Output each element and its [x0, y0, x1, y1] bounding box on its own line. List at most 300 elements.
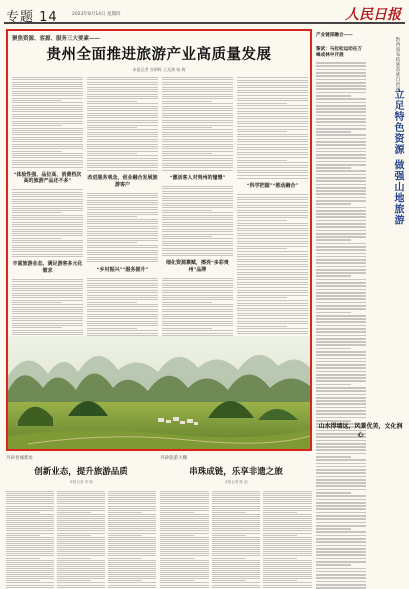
text-line — [87, 223, 158, 224]
text-line — [12, 325, 83, 326]
text-line — [87, 328, 137, 329]
text-line — [12, 82, 83, 83]
text-line — [12, 134, 83, 135]
text-line — [162, 89, 233, 90]
text-line — [12, 233, 83, 234]
lower-article-left[interactable] — [6, 455, 156, 585]
text-line — [316, 164, 366, 166]
text-line — [237, 207, 308, 208]
text-line — [316, 410, 366, 412]
text-line — [162, 125, 233, 126]
text-line — [87, 110, 158, 111]
issue-date: 2023年8月14日 星期四 — [72, 12, 121, 17]
text-line — [162, 243, 233, 244]
text-line — [237, 165, 308, 166]
text-line — [237, 310, 308, 311]
text-line — [162, 77, 233, 78]
text-line — [316, 226, 366, 228]
text-line — [162, 127, 212, 128]
text-line — [162, 186, 233, 187]
text-line — [316, 531, 366, 533]
text-line — [87, 304, 158, 305]
text-line — [162, 170, 233, 171]
body-column-3 — [162, 75, 233, 347]
text-line — [237, 303, 308, 304]
text-line — [237, 272, 308, 273]
text-line — [316, 525, 366, 527]
text-line — [316, 545, 366, 547]
text-line — [316, 72, 366, 74]
text-line — [237, 136, 308, 137]
text-line — [316, 440, 366, 442]
text-line — [87, 82, 158, 83]
text-line — [316, 371, 366, 373]
text-line — [87, 323, 158, 324]
text-line — [12, 146, 83, 147]
text-line — [316, 571, 366, 573]
text-line — [316, 279, 366, 281]
text-line — [12, 254, 83, 255]
text-line — [162, 158, 233, 159]
text-line — [87, 297, 158, 298]
text-line — [316, 502, 366, 504]
text-line — [162, 79, 233, 80]
text-line — [316, 328, 366, 330]
feature-subhead: “体验性强、品位高、消费档次高的旅游产品还不多” — [13, 171, 82, 185]
text-line — [316, 522, 366, 524]
text-line — [162, 196, 233, 197]
text-line — [12, 203, 83, 204]
text-line — [12, 300, 83, 301]
text-line — [237, 235, 308, 236]
text-line — [162, 191, 233, 192]
text-line — [316, 390, 366, 392]
text-line — [162, 278, 233, 279]
text-line — [316, 144, 366, 146]
text-line — [87, 134, 158, 135]
text-line — [12, 208, 83, 209]
text-line — [162, 245, 233, 246]
text-line — [316, 295, 366, 297]
text-line — [87, 216, 137, 217]
text-line — [237, 264, 308, 265]
text-line — [316, 141, 366, 143]
text-line — [237, 103, 287, 104]
text-line — [316, 65, 366, 67]
text-line — [12, 123, 83, 124]
text-line — [87, 193, 158, 194]
sidebar-article[interactable] — [316, 29, 405, 585]
text-line — [316, 518, 366, 520]
body-column-2 — [87, 75, 158, 347]
text-line — [12, 332, 83, 333]
text-line — [87, 233, 158, 234]
text-line — [316, 561, 366, 563]
text-line — [12, 139, 83, 140]
text-line — [237, 108, 308, 109]
text-line — [12, 189, 83, 190]
text-line — [162, 110, 233, 111]
text-line — [237, 241, 308, 242]
text-line — [162, 120, 233, 121]
text-line — [316, 463, 366, 465]
text-line — [316, 577, 366, 579]
text-line — [316, 568, 366, 570]
text-line — [87, 299, 158, 300]
text-line — [237, 313, 308, 314]
feature-article[interactable] — [6, 29, 312, 451]
text-line — [237, 287, 308, 288]
text-line — [12, 215, 83, 216]
text-line — [316, 512, 366, 514]
text-line — [316, 256, 366, 258]
text-line — [162, 231, 233, 232]
body-column-1 — [12, 75, 83, 347]
text-line — [87, 247, 158, 248]
text-line — [162, 153, 212, 154]
text-line — [12, 240, 83, 241]
text-line — [316, 400, 366, 402]
text-line — [87, 238, 158, 239]
text-line — [237, 160, 287, 161]
text-line — [237, 210, 308, 211]
text-line — [12, 137, 83, 138]
text-line — [162, 98, 233, 99]
text-line — [87, 318, 158, 319]
text-line — [316, 118, 366, 120]
text-line — [12, 201, 83, 202]
sidebar-subhead: 产业链深融合—— — [316, 33, 353, 38]
text-line — [12, 313, 83, 314]
text-line — [237, 80, 308, 81]
text-line — [237, 274, 308, 275]
text-line — [162, 321, 233, 322]
text-line — [237, 82, 308, 83]
text-line — [237, 172, 308, 173]
text-line — [316, 374, 366, 376]
text-line — [12, 111, 83, 112]
text-line — [316, 394, 366, 396]
text-line — [316, 102, 366, 104]
text-line — [237, 328, 308, 329]
text-line — [162, 229, 233, 230]
text-line — [12, 224, 83, 225]
text-line — [12, 316, 83, 317]
text-line — [12, 242, 83, 243]
text-line — [237, 194, 308, 195]
text-line — [162, 113, 233, 114]
text-line — [162, 148, 233, 149]
text-line — [316, 535, 366, 537]
text-line — [162, 253, 233, 254]
text-line — [87, 117, 158, 118]
text-line — [316, 236, 366, 238]
text-line — [87, 160, 158, 161]
feature-subhead: “激活客人对贵州的憧憬” — [169, 175, 226, 181]
text-line — [162, 84, 233, 85]
text-line — [316, 377, 366, 379]
text-line — [316, 230, 366, 232]
text-line — [12, 327, 62, 328]
text-line — [12, 95, 83, 96]
landscape-photo — [8, 336, 310, 449]
newspaper-logo: 人民日报 — [345, 7, 401, 23]
text-line — [316, 305, 366, 307]
text-line — [316, 190, 366, 192]
text-line — [162, 234, 233, 235]
lower-left-body — [6, 489, 156, 589]
text-line — [87, 250, 158, 251]
text-line — [12, 91, 83, 92]
text-line — [316, 203, 351, 205]
text-line — [87, 163, 158, 164]
lower-right-kicker: 丹砂旅游大棚 — [160, 456, 187, 461]
text-line — [316, 154, 366, 156]
text-line — [316, 384, 351, 386]
text-line — [316, 82, 366, 84]
text-line — [87, 122, 158, 123]
text-line — [12, 290, 83, 291]
text-line — [12, 281, 83, 282]
text-line — [237, 297, 287, 298]
text-line — [162, 299, 233, 300]
text-line — [87, 96, 158, 97]
text-line — [162, 106, 233, 107]
text-line — [316, 266, 366, 268]
feature-subhead: “科学把握”“推动融合” — [246, 183, 299, 190]
text-line — [316, 92, 366, 94]
text-line — [237, 259, 308, 260]
text-line — [237, 126, 308, 127]
text-line — [162, 250, 233, 251]
text-line — [12, 295, 83, 296]
text-line — [87, 158, 158, 159]
text-line — [237, 220, 287, 221]
text-line — [12, 167, 83, 168]
text-line — [162, 318, 233, 319]
text-line — [162, 226, 233, 227]
text-line — [162, 333, 233, 334]
lower-right-col-2 — [212, 489, 261, 589]
feature-headline: 贵州全面推进旅游产业高质量发展 — [46, 47, 272, 63]
lower-left-col-2 — [57, 489, 105, 589]
lower-left-col-1 — [6, 489, 54, 589]
text-line — [87, 214, 158, 215]
text-line — [316, 358, 366, 360]
text-line — [316, 403, 366, 405]
text-line — [237, 100, 308, 101]
text-line — [237, 134, 308, 135]
text-line — [162, 134, 233, 135]
text-line — [237, 131, 287, 132]
text-line — [87, 231, 158, 232]
text-line — [12, 164, 83, 165]
text-line — [237, 254, 308, 255]
text-line — [162, 297, 233, 298]
text-line — [237, 95, 308, 96]
text-line — [316, 174, 366, 176]
text-line — [87, 261, 158, 262]
text-line — [12, 311, 83, 312]
text-line — [87, 101, 137, 102]
text-line — [237, 225, 308, 226]
text-line — [162, 108, 233, 109]
text-line — [162, 280, 233, 281]
text-line — [316, 216, 366, 218]
masthead — [4, 4, 405, 24]
text-line — [87, 257, 158, 258]
text-line — [316, 341, 366, 343]
text-line — [12, 109, 83, 110]
text-line — [316, 367, 366, 369]
lower-article-right[interactable] — [160, 455, 312, 585]
lower-right-headline: 串珠成链，乐享非遗之旅 — [189, 467, 283, 477]
text-line — [162, 115, 233, 116]
text-line — [237, 326, 287, 327]
text-line — [87, 165, 158, 166]
text-line — [12, 229, 83, 230]
text-line — [162, 91, 233, 92]
text-line — [162, 224, 233, 225]
text-line — [316, 193, 366, 195]
text-line — [12, 79, 83, 80]
text-line — [237, 199, 308, 200]
text-line — [12, 286, 83, 287]
text-line — [87, 240, 158, 241]
text-line — [237, 308, 308, 309]
text-line — [237, 331, 308, 332]
text-line — [237, 90, 308, 91]
text-line — [316, 485, 366, 487]
text-line — [162, 328, 212, 329]
text-line — [237, 141, 308, 142]
text-line — [316, 541, 366, 543]
text-line — [87, 144, 158, 145]
text-line — [87, 132, 158, 133]
text-line — [12, 288, 83, 289]
text-line — [12, 210, 83, 211]
text-line — [162, 132, 233, 133]
text-line — [12, 155, 83, 156]
lower-right-body — [160, 489, 312, 589]
text-line — [12, 302, 62, 303]
text-line — [87, 141, 158, 142]
text-line — [12, 162, 83, 163]
text-line — [162, 87, 233, 88]
text-line — [316, 361, 366, 363]
lower-left-kicker: 丹砂县城新址 — [6, 456, 33, 461]
text-line — [87, 228, 158, 229]
text-line — [316, 397, 366, 399]
text-line — [12, 88, 83, 89]
text-line — [316, 131, 351, 133]
text-line — [316, 446, 366, 448]
text-line — [237, 202, 308, 203]
text-line — [12, 256, 83, 257]
text-line — [87, 321, 158, 322]
text-line — [237, 251, 308, 252]
text-line — [162, 101, 212, 102]
text-line — [12, 245, 83, 246]
text-line — [237, 323, 308, 324]
text-line — [12, 194, 83, 195]
text-line — [316, 298, 366, 300]
text-line — [87, 235, 158, 236]
text-line — [237, 144, 308, 145]
text-line — [316, 269, 366, 271]
text-line — [162, 283, 233, 284]
text-line — [12, 279, 83, 280]
text-line — [316, 348, 351, 350]
text-line — [316, 331, 366, 333]
text-line — [12, 318, 83, 319]
text-line — [316, 75, 366, 77]
text-line — [316, 554, 366, 556]
text-line — [316, 98, 366, 100]
lower-left-byline: 本报记者 李 娟 — [69, 480, 93, 484]
lower-right-col-3 — [263, 489, 312, 589]
text-line — [316, 249, 366, 251]
text-line — [316, 492, 351, 494]
text-line — [316, 262, 366, 264]
sidebar-title: 立足特色资源 做强山地旅游 — [392, 89, 403, 226]
text-line — [12, 121, 83, 122]
text-line — [316, 184, 366, 186]
text-line — [162, 188, 233, 189]
text-line — [237, 113, 308, 114]
text-line — [316, 558, 366, 560]
text-line — [87, 127, 137, 128]
text-line — [316, 505, 366, 507]
text-line — [237, 277, 308, 278]
text-line — [12, 217, 83, 218]
text-line — [237, 261, 308, 262]
text-line — [162, 122, 233, 123]
text-line — [87, 200, 158, 201]
text-line — [87, 226, 158, 227]
lower-left-headline: 创新业态，提升旅游品质 — [34, 467, 128, 477]
text-line — [237, 269, 308, 270]
text-line — [12, 222, 83, 223]
lower-right-col-1 — [160, 489, 209, 589]
text-line — [316, 170, 366, 172]
text-line — [316, 581, 366, 583]
text-line — [237, 238, 308, 239]
text-line — [237, 116, 308, 117]
text-line — [162, 151, 233, 152]
text-line — [316, 239, 351, 241]
text-line — [316, 548, 366, 550]
text-line — [87, 87, 158, 88]
text-line — [237, 123, 308, 124]
text-line — [237, 197, 308, 198]
text-line — [12, 77, 83, 78]
text-line — [162, 141, 233, 142]
text-line — [87, 89, 158, 90]
text-line — [12, 148, 83, 149]
text-line — [237, 282, 308, 283]
text-line — [12, 125, 62, 126]
text-line — [12, 247, 83, 248]
feature-subhead: 改进服务观念，创业融合发展旅游客户 — [87, 175, 158, 188]
text-line — [12, 249, 83, 250]
text-line — [87, 242, 137, 243]
text-line — [316, 134, 366, 136]
text-line — [12, 98, 83, 99]
text-line — [316, 213, 366, 215]
text-line — [316, 338, 366, 340]
text-line — [162, 200, 233, 201]
